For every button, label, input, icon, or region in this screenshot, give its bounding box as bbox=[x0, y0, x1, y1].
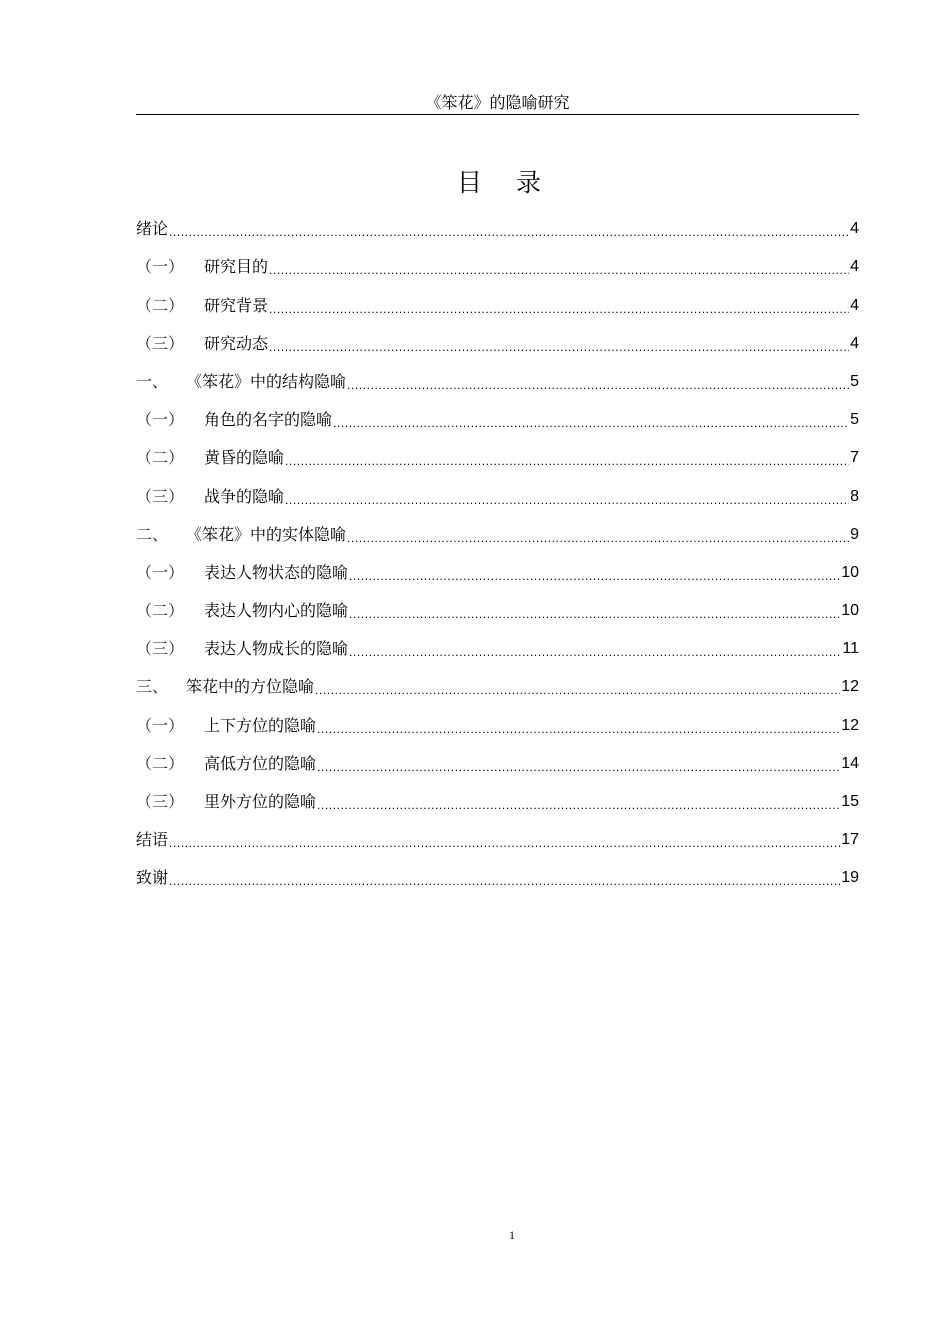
toc-entry-number: （三） bbox=[136, 333, 185, 353]
toc-entry-chapter-1[interactable] bbox=[136, 361, 859, 399]
toc-entry-page: 4 bbox=[850, 334, 859, 352]
toc-entry-label: 战争的隐喻 bbox=[204, 486, 285, 506]
toc-title bbox=[0, 166, 950, 200]
toc-entry-chapter-3-2[interactable] bbox=[136, 743, 859, 781]
toc-entry-page: 5 bbox=[850, 411, 859, 429]
toc-dot-leader bbox=[317, 760, 840, 774]
toc-entry-label: 角色的名字的隐喻 bbox=[204, 410, 333, 430]
toc-dot-leader bbox=[349, 607, 840, 621]
toc-entry-intro[interactable] bbox=[136, 208, 859, 246]
toc-entry-page: 4 bbox=[850, 220, 859, 238]
toc-dot-leader bbox=[317, 798, 840, 812]
toc-entry-chapter-2-1[interactable] bbox=[136, 552, 859, 590]
toc-entry-intro-1[interactable] bbox=[136, 246, 859, 284]
toc-entry-chapter-3-1[interactable] bbox=[136, 704, 859, 742]
toc-entry-label: 绪论 bbox=[136, 219, 169, 239]
toc-entry-number: （一） bbox=[136, 715, 185, 735]
toc-entry-chapter-1-2[interactable] bbox=[136, 437, 859, 475]
toc-entry-page: 12 bbox=[841, 716, 859, 734]
toc-entry-number: （三） bbox=[136, 792, 185, 811]
toc-entry-chapter-3-3[interactable] bbox=[136, 781, 859, 819]
page-number: 1 bbox=[509, 1228, 515, 1242]
toc-entry-number: 一、 bbox=[136, 371, 169, 391]
toc-entry-acknowledgements[interactable] bbox=[136, 857, 859, 895]
toc-entry-number: 二、 bbox=[136, 524, 169, 544]
toc-entry-page: 7 bbox=[850, 449, 859, 467]
toc-title-char-2: 录 bbox=[516, 168, 542, 197]
toc-entry-label: 研究动态 bbox=[204, 333, 269, 353]
toc-entry-page: 4 bbox=[850, 258, 859, 276]
toc-entry-page: 5 bbox=[850, 372, 859, 390]
toc-entry-page: 17 bbox=[841, 831, 859, 849]
toc-dot-leader bbox=[347, 531, 849, 545]
toc-dot-leader bbox=[349, 569, 840, 583]
toc-dot-leader bbox=[285, 454, 849, 468]
toc-entry-page: 15 bbox=[841, 793, 859, 810]
toc-dot-leader bbox=[315, 683, 840, 697]
toc-entry-page: 10 bbox=[841, 563, 859, 581]
toc-entry-label: 《笨花》中的实体隐喻 bbox=[186, 524, 347, 544]
toc-entry-number: （二） bbox=[136, 295, 185, 315]
toc-entry-number: 三、 bbox=[136, 677, 169, 697]
toc-entry-number: （一） bbox=[136, 410, 185, 430]
toc-entry-number: （二） bbox=[136, 448, 185, 468]
toc-entry-page: 10 bbox=[841, 602, 859, 620]
toc-entry-chapter-2-2[interactable] bbox=[136, 590, 859, 628]
toc-dot-leader bbox=[269, 263, 849, 277]
toc-entry-conclusion[interactable] bbox=[136, 819, 859, 857]
toc-entry-page: 8 bbox=[850, 487, 859, 505]
toc-entry-label: 黄昏的隐喻 bbox=[204, 448, 285, 468]
toc-dot-leader bbox=[169, 225, 849, 239]
toc-entry-chapter-1-1[interactable] bbox=[136, 399, 859, 437]
toc-title-char-1: 目 bbox=[456, 168, 482, 197]
toc-entry-page: 11 bbox=[842, 640, 859, 658]
toc-dot-leader bbox=[285, 493, 849, 507]
toc-entry-page: 4 bbox=[850, 296, 859, 314]
toc-entry-label: 表达人物状态的隐喻 bbox=[204, 562, 349, 582]
toc-entry-label: 高低方位的隐喻 bbox=[204, 753, 317, 773]
toc-entry-page: 9 bbox=[850, 525, 859, 543]
toc-entry-number: （三） bbox=[136, 639, 185, 659]
toc-entry-label: 研究目的 bbox=[204, 257, 269, 277]
toc-entry-chapter-1-3[interactable] bbox=[136, 475, 859, 513]
toc-entry-number: （一） bbox=[136, 562, 185, 582]
toc-entry-label: 笨花中的方位隐喻 bbox=[186, 677, 315, 697]
toc-dot-leader bbox=[169, 836, 840, 850]
toc-entry-label: 致谢 bbox=[136, 868, 169, 888]
toc-entry-intro-3[interactable] bbox=[136, 323, 859, 361]
toc-dot-leader bbox=[333, 416, 849, 430]
toc-entry-label: 上下方位的隐喻 bbox=[204, 715, 317, 735]
toc-entry-number: （三） bbox=[136, 486, 185, 506]
toc-dot-leader bbox=[269, 340, 849, 354]
toc-dot-leader bbox=[317, 722, 840, 736]
toc-entry-label: 结语 bbox=[136, 830, 169, 850]
toc-entry-number: （二） bbox=[136, 601, 185, 621]
toc-entry-chapter-2[interactable] bbox=[136, 514, 859, 552]
toc-entry-chapter-2-3[interactable] bbox=[136, 628, 859, 666]
toc-entry-page: 12 bbox=[841, 678, 859, 696]
toc-dot-leader bbox=[169, 874, 840, 888]
toc-entry-label: 研究背景 bbox=[204, 295, 269, 315]
toc-entry-label: 表达人物内心的隐喻 bbox=[204, 601, 349, 621]
toc-entry-intro-2[interactable] bbox=[136, 284, 859, 322]
toc-entry-label: 《笨花》中的结构隐喻 bbox=[186, 371, 347, 391]
toc-dot-leader bbox=[349, 645, 841, 659]
table-of-contents bbox=[136, 208, 859, 895]
toc-entry-number: （一） bbox=[136, 257, 185, 277]
toc-entry-label: 表达人物成长的隐喻 bbox=[204, 639, 349, 659]
toc-entry-label: 里外方位的隐喻 bbox=[204, 792, 317, 811]
toc-entry-page: 14 bbox=[841, 754, 859, 772]
toc-dot-leader bbox=[347, 378, 849, 392]
toc-dot-leader bbox=[269, 302, 849, 316]
running-header: 《笨花》的隐喻研究 bbox=[136, 92, 859, 115]
toc-entry-number: （二） bbox=[136, 753, 185, 773]
toc-entry-page: 19 bbox=[841, 869, 859, 887]
toc-entry-chapter-3[interactable] bbox=[136, 666, 859, 704]
